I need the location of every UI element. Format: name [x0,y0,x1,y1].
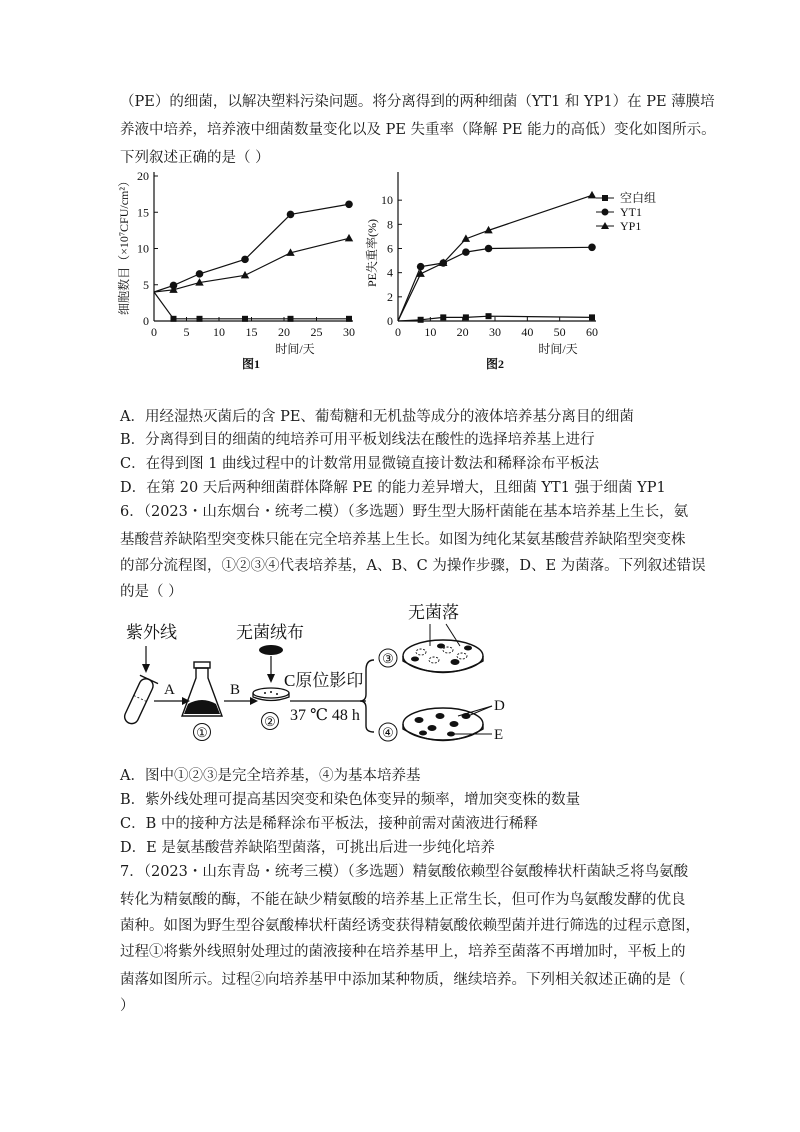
q5-intro-line-1: （PE）的细菌，以解决塑料污染问题。将分离得到的两种细菌（YT1 和 YP1）在 PE 薄膜培 [120,94,715,110]
colony-d-label: D [494,698,505,714]
data-point-circle [485,245,493,253]
q5-option-c: C．在得到图 1 曲线过程中的计数常用显微镜直接计数法和稀释涂布平板法 [120,456,600,472]
x-tick-label: 50 [553,325,566,339]
data-point-triangle [241,271,249,279]
legend-circle-marker [602,209,609,216]
series-line-2 [154,238,349,292]
no-colony-label: 无菌落 [408,603,459,622]
y-tick-label: 5 [143,277,149,292]
x-tick-label: 15 [245,325,258,339]
uv-label: 紫外线 [126,623,177,642]
q6-line-1: 6．（2023・山东烟台・统考二模）（多选题）野生型大肠杆菌能在基本培养基上生长，氨 [120,504,689,520]
incubation-condition-label: 37 ℃ 48 h [290,707,360,724]
legend-label-yt1: YT1 [620,205,642,219]
q6-option-a: A．图中①②③是完全培养基，④为基本培养基 [120,768,421,784]
x-tick-label: 0 [151,325,157,339]
data-point-circle [196,270,204,278]
y-tick-label: 4 [387,265,393,280]
step-b-label: B [230,682,241,698]
q6-line-2: 基酸营养缺陷型突变株只能在完全培养基上生长。如图为纯化某氨基酸营养缺陷型突变株 [120,532,686,548]
data-point-square [463,314,469,320]
series-line-2 [398,195,592,321]
y-tick-label: 15 [137,205,149,220]
x-tick-label: 25 [310,325,323,339]
flask-icon [182,662,222,716]
data-point-triangle [345,234,353,242]
q5-option-a: A．用经湿热灭菌后的含 PE、葡萄糖和无机盐等成分的液体培养基分离目的细菌 [120,409,634,425]
data-point-square [171,316,177,322]
data-point-square [197,316,203,322]
q6-line-3: 的部分流程图，①②③④代表培养基，A、B、C 为操作步骤，D、E 为菌落。下列叙述错误 [120,558,706,574]
y-tick-label: 6 [387,241,393,256]
legend-square-marker [602,195,608,201]
q6-line-4: 的是（ ） [120,584,183,600]
y-tick-label: 10 [137,241,149,256]
uv-arrow-icon [142,664,150,673]
fig2-title: 图2 [485,357,505,371]
data-point-circle [345,200,353,208]
q7-line-1: 7．（2023・山东青岛・统考三模）（多选题）精氨酸依赖型谷氨酸棒状杆菌缺乏将鸟氨酸 [120,864,689,880]
step-c-label: C原位影印 [284,671,364,690]
fig2-xlabel: 时间/天 [538,342,578,356]
x-tick-label: 10 [424,325,437,339]
fig1-title: 图1 [241,357,261,371]
step-a-label: A [164,682,175,698]
chart-fig1 [112,168,362,373]
data-point-circle [462,248,470,256]
legend-label-blank: 空白组 [620,191,657,205]
series-line-1 [154,204,349,292]
q5-option-b: B．分离得到目的细菌的纯培养可用平板划线法在酸性的选择培养基上进行 [120,432,595,448]
data-point-square [242,316,248,322]
q7-line-3: 菌种。如图为野生型谷氨酸棒状杆菌经诱变获得精氨酸依赖型菌并进行筛选的过程示意图， [120,918,700,934]
chart-fig2 [362,168,682,373]
data-point-square [288,316,294,322]
series-line-0 [154,292,349,319]
fig2-legend [596,190,656,233]
y-tick-label: 0 [143,314,149,328]
x-tick-label: 30 [489,325,501,339]
x-tick-label: 60 [586,325,598,339]
q7-line-2: 转化为精氨酸的酶，不能在缺少精氨酸的培养基上正常生长，但可作为鸟氨酸发酵的优良 [120,892,686,908]
x-tick-label: 30 [343,325,355,339]
q6-option-c: C．B 中的接种方法是稀释涂布平板法，接种前需对菌液进行稀释 [120,816,538,832]
x-tick-label: 40 [521,325,534,339]
x-tick-label: 10 [213,325,225,339]
y-tick-label: 20 [137,169,149,183]
data-point-square [440,314,446,320]
data-point-circle [417,263,425,271]
fig2-ylabel: PE失重率(%) [365,219,379,287]
mutant-screening-diagram [118,598,518,758]
y-tick-label: 8 [387,217,393,232]
data-point-square [346,316,352,322]
fig1-ylabel: 细胞数目（×10⁷CFU/cm²） [117,175,131,315]
velvet-arrow-icon [267,674,275,683]
q5-option-d: D．在第 20 天后两种细菌群体降解 PE 的能力差异增大，且细菌 YT1 强于细菌 YP1 [120,480,666,496]
medium-3-label: ③ [382,651,394,666]
velvet-stamp-icon [259,645,283,655]
series-line-1 [398,247,592,321]
y-tick-label: 2 [387,289,393,304]
medium-1-label: ① [196,725,208,740]
q7-line-4: 过程①将紫外线照射处理过的菌液接种在培养基甲上，培养至菌落不再增加时，平板上的 [120,944,686,960]
q6-option-b: B．紫外线处理可提高基因突变和染色体变异的频率，增加突变株的数量 [120,792,581,808]
data-point-square [589,314,595,320]
sterile-velvet-label: 无菌绒布 [236,623,304,642]
y-tick-label: 10 [381,193,393,208]
data-point-square [418,317,424,323]
x-tick-label: 20 [278,325,290,339]
data-point-triangle [588,191,596,199]
test-tube-icon [120,675,158,727]
q7-line-5: 菌落如图所示。过程②向培养基甲中添加某种物质，继续培养。下列相关叙述正确的是（ [120,972,686,988]
medium-4-label: ④ [382,725,394,740]
data-point-circle [287,211,295,219]
data-point-circle [241,256,249,264]
plate-4-icon [403,708,483,741]
legend-label-yp1: YP1 [620,219,642,233]
q5-intro-line-3: 下列叙述正确的是（ ） [120,150,270,166]
x-tick-label: 20 [456,325,469,339]
q5-intro-line-2: 养液中培养，培养液中细菌数量变化以及 PE 失重率（降解 PE 能力的高低）变化如图所示。 [120,122,716,138]
data-point-circle [588,243,596,251]
colony-e-label: E [494,727,504,743]
data-point-square [486,313,492,319]
q7-line-6: ） [120,998,135,1014]
y-tick-label: 0 [387,314,393,328]
fig1-xlabel: 时间/天 [275,342,315,356]
x-tick-label: 0 [395,325,401,339]
q6-option-d: D．E 是氨基酸营养缺陷型菌落，可挑出后进一步纯化培养 [120,840,495,856]
medium-2-label: ② [264,714,276,729]
x-tick-label: 5 [183,325,190,339]
plate-3-icon [403,640,483,673]
